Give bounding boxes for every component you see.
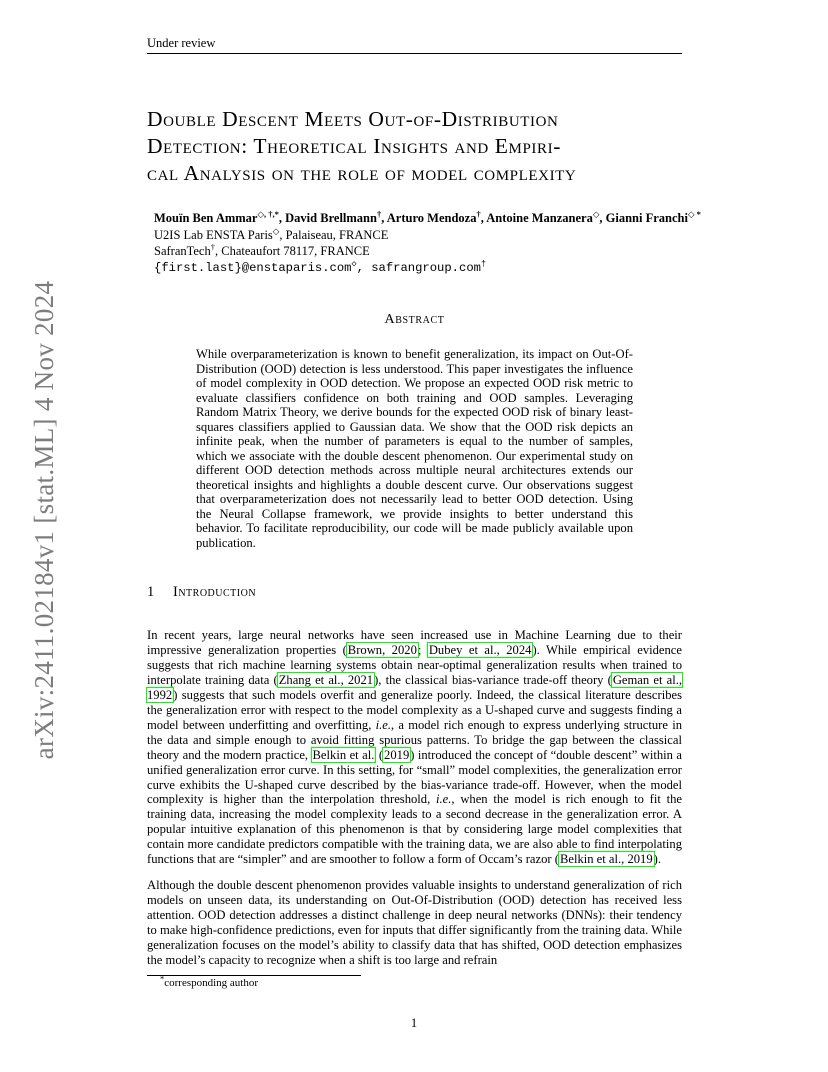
author-block [154,210,774,276]
title-line-2: Detection: Theoretical Insights and Empiri- [147,134,561,158]
citation-link[interactable]: Brown, 2020 [347,642,417,657]
citation-link[interactable]: Zhang et al., 2021 [278,672,374,687]
author-emails: {first.last}@enstaparis.com◇, safrangroup.com† [154,258,487,275]
intro-paragraph-2: Although the double descent phenomenon provides valuable insights to understand generalization of rich models on unseen data, its understanding on Out-Of-Distribution (OOD) detection has received less attention. OOD detection addresses a distinct challenge in deep neural networks (DNNs): their tendency to make high-confidence predictions, even for inputs that differ significantly from the training data. While generalization focuses on the model’s ability to classify data that has shifted, OOD detection emphasizes the model’s capacity to recognize when a shift is too large and refrain [147,878,682,967]
footnote: *corresponding author [160,973,259,989]
intro-paragraph-1: In recent years, large neural networks have seen increased use in Machine Learning due to their impressive generalization properties (Brown, 2020; Dubey et al., 2024). While empirical evidence suggests that rich machine learning systems obtain near-optimal generalization results when trained to interpolate training data (Zhang et al., 2021), the classical bias-variance trade-off theory (Geman et al., 1992) suggests that such models overfit and generalize poorly. Indeed, the classical literature describes the generalization error with respect to the model complexity as a U-shaped curve and suggests finding a model between underfitting and overfitting, i.e., a model rich enough to express underlying structure in the data and simple enough to avoid fitting spurious patterns. To bridge the gap between the classical theory and the modern practice, Belkin et al. (2019) introduced the concept of “double descent” within a unified generalization error curve. In this setting, for “small” model complexities, the generalization error curve exhibits the U-shaped curve described by the bias-variance trade-off. However, when the model complexity is higher than the interpolation threshold, i.e., when the model is rich enough to fit the training data, increasing the model complexity leads to a second decrease in the generalization error. A popular intuitive explanation of this phenomenon is that by considering large model complexities that contain more candidate predictors compatible with the training data, we are also able to find interpolating functions that are “simpler” and are smoother to follow a form of Occam’s razor (Belkin et al., 2019). [147,628,683,867]
abstract-text: While overparameterization is known to benefit generalization, its impact on Out-Of-Distribution (OOD) detection is less understood. This paper investigates the influence of model complexity in OOD detection. We propose an expected OOD risk metric to evaluate classifiers confidence on both training and OOD samples. Leveraging Random Matrix Theory, we derive bounds for the expected OOD risk of binary least-squares classifiers applied to Gaussian data. We show that the OOD risk depicts an infinite peak, when the number of parameters is equal to the number of samples, which we associate with the double descent phenomenon. Our experimental study on different OOD detection methods across multiple neural architectures extends our theoretical insights and highlights a double descent curve. Our observations suggest that overparameterization does not necessarily lead to better OOD detection. Using the Neural Collapse framework, we provide insights to better understand this behavior. To facilitate reproducibility, our code will be made publicly available upon publication. [196,347,633,550]
title-line-1: Double Descent Meets Out-of-Distribution [147,107,559,131]
paper-title [147,106,707,187]
abstract-heading: Abstract [384,312,445,327]
author-names: Mouïn Ben Ammar◇, †,*, David Brellmann†, Arturo Mendoza†, Antoine Manzanera◇, Gianni Franchi◇ * [154,208,701,225]
arxiv-side-label: arXiv:2411.02184v1 [stat.ML] 4 Nov 2024 [29,280,59,760]
footnote-rule [147,975,361,976]
citation-link[interactable]: Belkin et al., 2019 [559,852,653,867]
header-rule [147,53,682,54]
citation-link[interactable]: 2019 [384,747,410,762]
citation-link[interactable]: Belkin et al. [312,747,375,762]
citation-link[interactable]: Geman et al., 1992 [147,672,683,702]
section-number: 1 [147,584,155,600]
page-number: 1 [410,1016,418,1030]
title-line-3: cal Analysis on the role of model complexity [147,161,577,185]
affiliation-1: U2IS Lab ENSTA Paris◇, Palaiseau, FRANCE [154,225,389,242]
running-header: Under review [147,36,216,50]
citation-link[interactable]: Dubey et al., 2024 [428,642,532,657]
section-heading [147,584,682,601]
section-title: Introduction [173,584,257,600]
affiliation-2: SafranTech†, Chateaufort 78117, FRANCE [154,241,370,258]
